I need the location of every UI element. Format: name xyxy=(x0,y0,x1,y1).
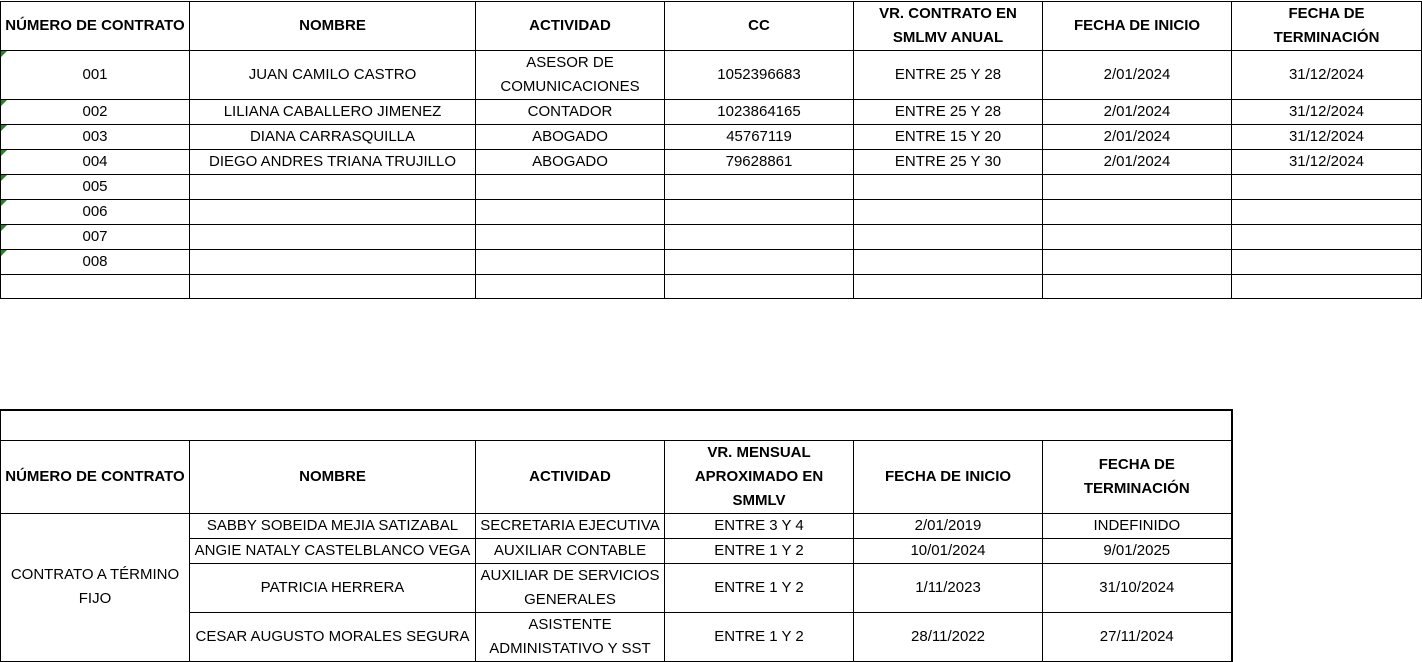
cell-start-date[interactable]: 2/01/2024 xyxy=(1043,125,1232,150)
col-header-contract-number: NÚMERO DE CONTRATO xyxy=(1,2,190,51)
cell-activity[interactable] xyxy=(476,175,665,200)
cell-start-date[interactable]: 2/01/2024 xyxy=(1043,150,1232,175)
col-header-name: NOMBRE xyxy=(190,2,476,51)
cell-cc[interactable]: 45767119 xyxy=(665,125,854,150)
cell-name[interactable] xyxy=(190,250,476,275)
cell-contract-value[interactable]: ENTRE 25 Y 28 xyxy=(854,51,1043,100)
cell-contract-number[interactable]: 001 xyxy=(1,51,190,100)
table-row xyxy=(1,225,1422,250)
cell-start-date[interactable]: 10/01/2024 xyxy=(854,538,1043,563)
cell-start-date[interactable] xyxy=(1043,200,1232,225)
cell-activity[interactable] xyxy=(476,200,665,225)
cell-contract-number[interactable] xyxy=(1,275,190,299)
cell-monthly-value[interactable]: ENTRE 1 Y 2 xyxy=(665,563,854,612)
cell-contract-number[interactable]: 006 xyxy=(1,200,190,225)
cell-activity[interactable]: AUXILIAR CONTABLE xyxy=(476,538,665,563)
table-row xyxy=(1,513,1232,538)
col-header-name: NOMBRE xyxy=(190,440,476,513)
cell-end-date[interactable] xyxy=(1232,175,1422,200)
cell-start-date[interactable] xyxy=(1043,275,1232,299)
cell-name[interactable] xyxy=(190,175,476,200)
cell-end-date[interactable]: 31/12/2024 xyxy=(1232,100,1422,125)
fixed-term-table xyxy=(0,409,1233,662)
col-header-start-date: FECHA DE INICIO xyxy=(854,440,1043,513)
cell-name[interactable]: SABBY SOBEIDA MEJIA SATIZABAL xyxy=(190,513,476,538)
cell-name[interactable]: DIEGO ANDRES TRIANA TRUJILLO xyxy=(190,150,476,175)
cell-contract-number[interactable]: 004 xyxy=(1,150,190,175)
cell-name[interactable]: JUAN CAMILO CASTRO xyxy=(190,51,476,100)
cell-monthly-value[interactable]: ENTRE 1 Y 2 xyxy=(665,612,854,661)
col-header-activity: ACTIVIDAD xyxy=(476,440,665,513)
cell-cc[interactable] xyxy=(665,275,854,299)
cell-contract-value[interactable] xyxy=(854,200,1043,225)
cell-start-date[interactable]: 2/01/2019 xyxy=(854,513,1043,538)
cell-activity[interactable]: ABOGADO xyxy=(476,125,665,150)
cell-end-date[interactable]: 31/12/2024 xyxy=(1232,51,1422,100)
table-row xyxy=(1,200,1422,225)
cell-start-date[interactable]: 1/11/2023 xyxy=(854,563,1043,612)
cell-contract-value[interactable]: ENTRE 15 Y 20 xyxy=(854,125,1043,150)
table-row xyxy=(1,51,1422,100)
cell-cc[interactable] xyxy=(665,250,854,275)
cell-activity[interactable]: AUXILIAR DE SERVICIOS GENERALES xyxy=(476,563,665,612)
cell-contract-number[interactable]: 005 xyxy=(1,175,190,200)
fixed-term-header-row xyxy=(1,440,1232,513)
cell-end-date[interactable]: INDEFINIDO xyxy=(1043,513,1232,538)
cell-contract-value[interactable] xyxy=(854,175,1043,200)
cell-cc[interactable]: 1023864165 xyxy=(665,100,854,125)
cell-name[interactable] xyxy=(190,275,476,299)
cell-name[interactable]: ANGIE NATALY CASTELBLANCO VEGA xyxy=(190,538,476,563)
cell-end-date[interactable] xyxy=(1232,200,1422,225)
cell-start-date[interactable] xyxy=(1043,175,1232,200)
cell-name[interactable]: PATRICIA HERRERA xyxy=(190,563,476,612)
cell-contract-number[interactable]: 002 xyxy=(1,100,190,125)
cell-cc[interactable]: 79628861 xyxy=(665,150,854,175)
cell-activity[interactable]: SECRETARIA EJECUTIVA xyxy=(476,513,665,538)
cell-start-date[interactable]: 2/01/2024 xyxy=(1043,100,1232,125)
col-header-cc: CC xyxy=(665,2,854,51)
contracts-header-row xyxy=(1,2,1422,51)
cell-name[interactable]: LILIANA CABALLERO JIMENEZ xyxy=(190,100,476,125)
cell-cc[interactable] xyxy=(665,225,854,250)
cell-activity[interactable] xyxy=(476,250,665,275)
cell-activity[interactable]: CONTADOR xyxy=(476,100,665,125)
cell-start-date[interactable] xyxy=(1043,225,1232,250)
cell-name[interactable] xyxy=(190,200,476,225)
cell-monthly-value[interactable]: ENTRE 3 Y 4 xyxy=(665,513,854,538)
cell-activity[interactable]: ABOGADO xyxy=(476,150,665,175)
cell-contract-value[interactable] xyxy=(854,275,1043,299)
cell-contract-number[interactable]: 008 xyxy=(1,250,190,275)
cell-activity[interactable] xyxy=(476,225,665,250)
col-header-contract-value: VR. CONTRATO EN SMLMV ANUAL xyxy=(854,2,1043,51)
cell-end-date[interactable]: 31/12/2024 xyxy=(1232,125,1422,150)
cell-name[interactable]: CESAR AUGUSTO MORALES SEGURA xyxy=(190,612,476,661)
cell-name[interactable] xyxy=(190,225,476,250)
cell-end-date[interactable] xyxy=(1232,275,1422,299)
col-header-start-date: FECHA DE INICIO xyxy=(1043,2,1232,51)
table-row xyxy=(1,250,1422,275)
contracts-table xyxy=(0,1,1422,299)
cell-contract-number[interactable]: 003 xyxy=(1,125,190,150)
cell-activity[interactable]: ASESOR DE COMUNICACIONES xyxy=(476,51,665,100)
col-header-end-date: FECHA DE TERMINACIÓN xyxy=(1232,2,1422,51)
cell-activity[interactable] xyxy=(476,275,665,299)
blank-title-cell[interactable] xyxy=(1,410,1232,440)
col-header-contract-number: NÚMERO DE CONTRATO xyxy=(1,440,190,513)
cell-monthly-value[interactable]: ENTRE 1 Y 2 xyxy=(665,538,854,563)
cell-name[interactable]: DIANA CARRASQUILLA xyxy=(190,125,476,150)
cell-end-date[interactable] xyxy=(1232,225,1422,250)
cell-contract-value[interactable]: ENTRE 25 Y 28 xyxy=(854,100,1043,125)
cell-end-date[interactable]: 31/12/2024 xyxy=(1232,150,1422,175)
table-row xyxy=(1,175,1422,200)
cell-cc[interactable] xyxy=(665,200,854,225)
cell-contract-number[interactable]: 007 xyxy=(1,225,190,250)
col-header-monthly-value: VR. MENSUAL APROXIMADO EN SMMLV xyxy=(665,440,854,513)
cell-start-date[interactable]: 28/11/2022 xyxy=(854,612,1043,661)
cell-end-date[interactable]: 31/10/2024 xyxy=(1043,563,1232,612)
cell-cc[interactable]: 1052396683 xyxy=(665,51,854,100)
cell-cc[interactable] xyxy=(665,175,854,200)
cell-end-date[interactable] xyxy=(1232,250,1422,275)
table-row xyxy=(1,125,1422,150)
cell-contract-type[interactable]: CONTRATO A TÉRMINO FIJO xyxy=(1,513,190,661)
cell-end-date[interactable]: 27/11/2024 xyxy=(1043,612,1232,661)
col-header-end-date: FECHA DE TERMINACIÓN xyxy=(1043,440,1232,513)
cell-start-date[interactable]: 2/01/2024 xyxy=(1043,51,1232,100)
col-header-activity: ACTIVIDAD xyxy=(476,2,665,51)
table-row xyxy=(1,150,1422,175)
cell-contract-value[interactable] xyxy=(854,250,1043,275)
table-row xyxy=(1,275,1422,299)
cell-contract-value[interactable]: ENTRE 25 Y 30 xyxy=(854,150,1043,175)
cell-contract-value[interactable] xyxy=(854,225,1043,250)
cell-end-date[interactable]: 9/01/2025 xyxy=(1043,538,1232,563)
cell-start-date[interactable] xyxy=(1043,250,1232,275)
table-blank-title-row xyxy=(1,410,1232,440)
table-row xyxy=(1,100,1422,125)
cell-activity[interactable]: ASISTENTE ADMINISTATIVO Y SST xyxy=(476,612,665,661)
